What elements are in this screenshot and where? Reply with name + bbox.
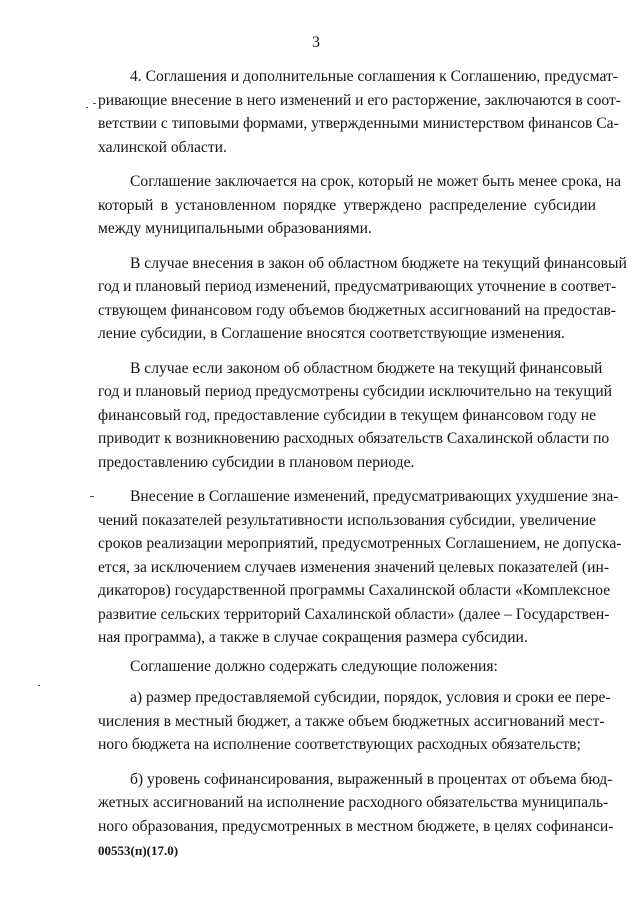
text-line: год и плановый период изменений, предусматривающих уточнение в соответ- bbox=[98, 278, 617, 295]
text-line: чений показателей результативности использования субсидии, увеличение bbox=[98, 511, 596, 529]
scan-speck bbox=[90, 496, 94, 497]
text-line: В случае если законом об областном бюджете на текущий финансовый bbox=[130, 359, 603, 377]
text-line: ствующем финансовом году объемов бюджетных ассигнований на предостав- bbox=[98, 301, 616, 319]
text-line: а) размер предоставляемой субсидии, порядок, условия и сроки ее пере- bbox=[130, 689, 611, 706]
text-line: Соглашение заключается на срок, который не может быть менее срока, на bbox=[130, 173, 622, 190]
paragraph-8 bbox=[98, 768, 614, 839]
text-line: приводит к возникновению расходных обязательств Сахалинской области по bbox=[98, 430, 610, 447]
text-line: сроков реализации мероприятий, предусмотренных Соглашением, не допуска- bbox=[98, 535, 622, 552]
text-line: халинской области. bbox=[98, 138, 227, 156]
text-line: предоставлению субсидии в плановом периоде. bbox=[98, 453, 415, 471]
document-body bbox=[98, 65, 627, 838]
paragraph-7 bbox=[98, 686, 611, 757]
text-line: ного бюджета на исполнение соответствующих расходных обязательств; bbox=[98, 736, 581, 753]
paragraph-5 bbox=[98, 485, 622, 650]
text-line: ветствии с типовыми формами, утвержденными министерством финансов Са- bbox=[98, 115, 619, 132]
text-line: ного образования, предусмотренных в местном бюджете, в целях софинанси- bbox=[98, 817, 614, 835]
text-line: который в установленном порядке утверждено распределение субсидии bbox=[98, 196, 596, 214]
document-code: 00553(п)(17.0) bbox=[98, 843, 179, 858]
text-line: ривающие внесение в него изменений и его расторжение, заключаются в соот- bbox=[98, 91, 621, 109]
text-line: развитие сельских территорий Сахалинской области» (далее – Государствен- bbox=[98, 605, 610, 623]
text-line: Соглашение должно содержать следующие положения: bbox=[130, 657, 498, 675]
text-line: год и плановый период предусмотрены субсидии исключительно на текущий bbox=[98, 383, 613, 400]
text-line: б) уровень софинансирования, выраженный в процентах от объема бюд- bbox=[130, 770, 613, 788]
text-line: 4. Соглашения и дополнительные соглашения к Соглашению, предусмат- bbox=[130, 68, 618, 85]
text-line: между муниципальными образованиями. bbox=[98, 220, 372, 237]
scan-speck bbox=[38, 685, 40, 686]
page-number: 3 bbox=[312, 34, 320, 51]
text-line: В случае внесения в закон об областном бюджете на текущий финансовый bbox=[130, 254, 627, 272]
text-line: Внесение в Соглашение изменений, предусматривающих ухудшение зна- bbox=[130, 488, 619, 505]
paragraph-4 bbox=[98, 357, 613, 475]
paragraph-2 bbox=[98, 170, 622, 241]
paragraph-6 bbox=[98, 655, 596, 679]
scan-speck bbox=[86, 107, 88, 108]
text-line: числения в местный бюджет, а также объем бюджетных ассигнований мест- bbox=[98, 712, 605, 730]
text-line: ная программа), а также в случае сокращения размера субсидии. bbox=[98, 629, 528, 646]
text-line: дикаторов) государственной программы Сахалинской области «Комплексное bbox=[98, 582, 611, 599]
paragraph-1 bbox=[98, 65, 621, 159]
text-line: ление субсидии, в Соглашение вносятся соответствующие изменения. bbox=[98, 325, 565, 342]
scan-speck bbox=[93, 103, 96, 104]
text-line: ется, за исключением случаев изменения значений целевых показателей (ин- bbox=[98, 558, 610, 576]
paragraph-3 bbox=[98, 252, 627, 346]
text-line: жетных ассигнований на исполнение расходного обязательства муниципаль- bbox=[98, 794, 609, 811]
text-line: финансовый год, предоставление субсидии в текущем финансовом году не bbox=[98, 406, 596, 424]
